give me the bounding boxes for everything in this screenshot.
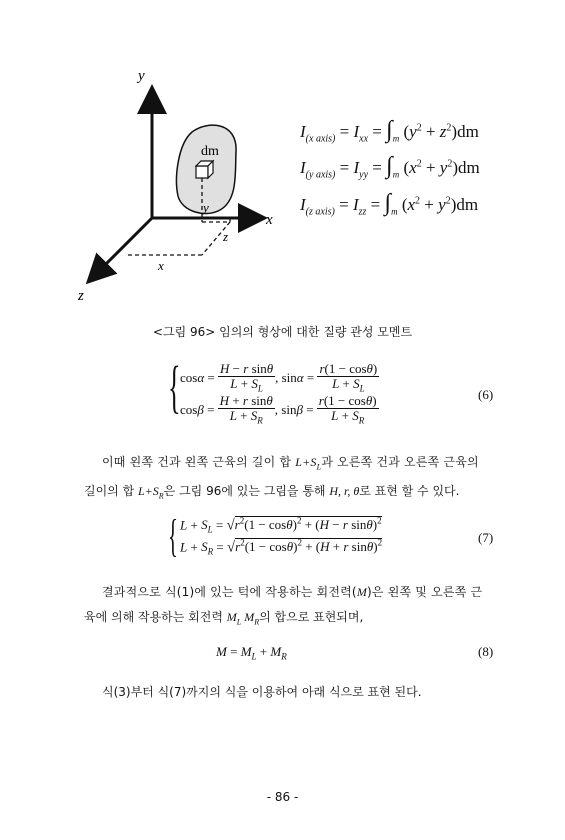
eq8-number: (8) [478, 644, 494, 659]
dm-cube [196, 161, 213, 178]
p1-line2: 길이의 합 $L+S_R$은 그림 96에 있는 그림을 통해 H, r, θ로 표현 할 수 있다. [84, 484, 460, 501]
eq7-number: (7) [478, 530, 494, 545]
p3-line: 식(3)부터 식(7)까지의 식을 이용하여 아래 식으로 표현 된다. [102, 685, 422, 699]
dim-y-label: y [203, 200, 209, 215]
inertia-eq-z: $I_{(z axis)} = I_{zz} = \int_m$ $(x^2 + y^2)dm$ [300, 190, 479, 218]
dm-label: dm [201, 144, 219, 159]
paragraph-2 [84, 580, 496, 634]
axis-y-label: y [138, 68, 145, 84]
page-number: - 86 - [266, 790, 299, 804]
eq6-line1: cosα = $\frac{\text{H − r sinθ}}{L + S_L}$ , sinα = $\frac{r(1 - \cos\theta)}{L + S_L}$ [180, 361, 378, 394]
p2-line1: 결과적으로 식(1)에 있는 턱에 작용하는 회전력(M)은 왼쪽 및 오른쪽 근 [102, 585, 483, 599]
p2-line2: 육에 의해 작용하는 회전력 $M_L$ $M_R$의 합으로 표현되며, [84, 610, 364, 627]
eq6-brace: { [168, 354, 181, 419]
eq8-line: $M = M_L + M_R$ [216, 644, 287, 662]
eq7-line2: $L + S_R = √r^2(1 - \cos\theta)^2 + (H + r$ sinθ)$^2$ [180, 538, 383, 557]
dim-z-label: z [223, 229, 229, 244]
eq7-line1: $L + S_L = √r^2(1 - \cos\theta)^2 + (H - r$ sinθ)$^2$ [180, 516, 382, 535]
eq7-brace: { [168, 510, 178, 561]
inertia-eq-x: $I_{(x axis)} = I_{xx} = \int_m$ $(y^2 + z^2)dm$ [300, 117, 479, 145]
dim-x-label: x [158, 258, 164, 273]
paragraph-3 [84, 680, 496, 705]
eq6-line2: cosβ = $\frac{\text{H + r sinθ}}{L + S_R}$ , sinβ = $\frac{r(1 - \cos\theta)}{L + S_R}$ [180, 393, 377, 426]
inertia-figure [70, 60, 295, 310]
figure-caption: <그림 96> 임의의 형상에 대한 질량 관성 모멘트 [152, 325, 413, 339]
axis-z-label: z [78, 288, 84, 304]
z-axis [90, 218, 152, 280]
inertia-eq-y: $I_{(y axis)} = I_{yy} = \int_m$ $(x^2 + y^2)dm$ [300, 153, 480, 181]
p1-line1: 이때 왼쪽 건과 왼쪽 근육의 길이 합 $L+S_L$과 오른쪽 건과 오른쪽 근육의 [102, 455, 479, 472]
eq6-number: (6) [478, 387, 494, 402]
paragraph-1 [84, 450, 496, 509]
axis-x-label: x [266, 212, 273, 228]
